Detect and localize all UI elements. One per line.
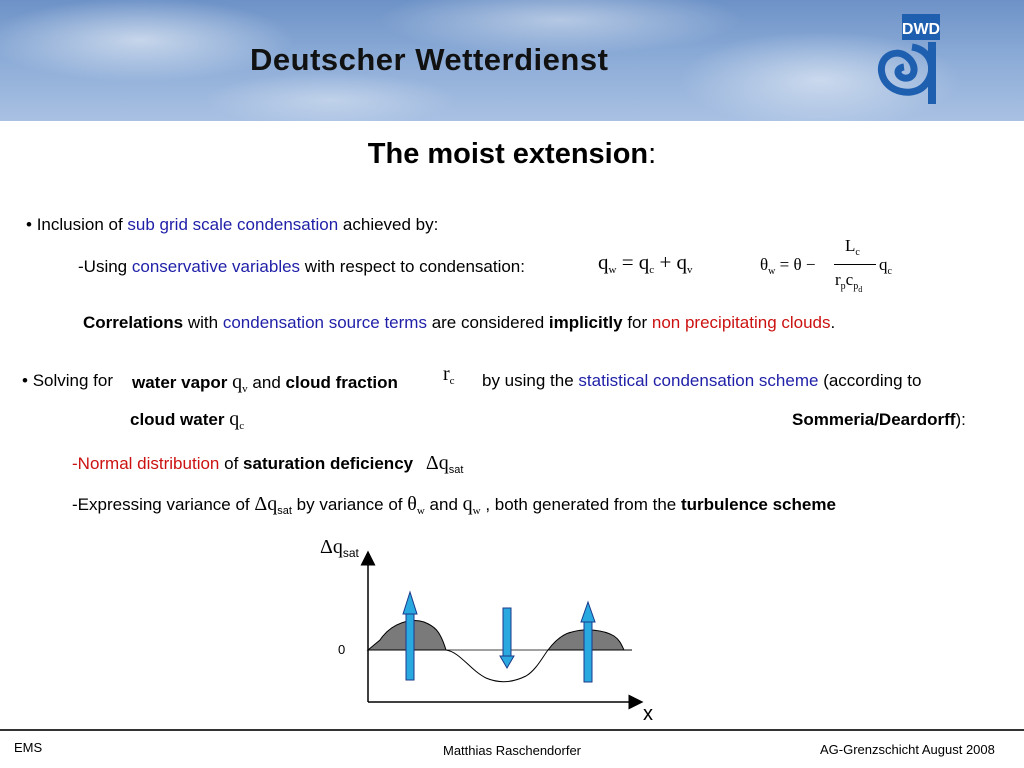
corr-w4: are considered (431, 313, 545, 332)
bullet2-and: and (252, 373, 281, 392)
using-prefix: -Using (78, 257, 128, 276)
eq1-qc: q (638, 250, 650, 274)
bullet-inclusion (26, 215, 438, 235)
normal-w2: of (224, 454, 239, 473)
bullet2-sommeria: Sommeria/Deardorff (792, 410, 956, 429)
dwd-logo (872, 12, 942, 107)
eq1-qc-sub: c (649, 264, 655, 276)
bullet-solving-d (130, 408, 244, 431)
bullet-dot: • (26, 215, 32, 234)
expr-theta-sub: w (416, 505, 425, 517)
eq2-numerator: L (845, 236, 856, 255)
expr-w2: by variance of (296, 495, 403, 514)
bullet2-w10: ): (955, 410, 966, 429)
eq1-lhs-sub: w (608, 264, 617, 276)
eq2-numerator-sub: c (855, 247, 860, 258)
corr-w7: non precipitating clouds (651, 313, 831, 332)
bullet-solving-b (132, 371, 398, 394)
bullet-solving-e (792, 410, 966, 430)
eq2-theta: θ (760, 255, 769, 274)
y-axis-label: $\Delta q_{sat}$ (320, 536, 359, 560)
expr-w1: -Expressing variance of (72, 495, 250, 514)
using-suffix: with respect to condensation: (304, 257, 525, 276)
bullet2-water-vapor: water vapor (132, 373, 228, 392)
x-axis-label: x (643, 703, 653, 725)
expr-w4: , both generated from the (485, 495, 677, 514)
arrow-down-center (500, 608, 514, 668)
footer-left: EMS (14, 740, 43, 755)
using-line (78, 257, 525, 277)
inclusion-suffix: achieved by: (342, 215, 439, 234)
bullet-solving-c (482, 371, 921, 391)
bullet2-qv: q (232, 371, 243, 393)
svg-text:DWD: DWD (901, 21, 941, 38)
normal-w1: -Normal distribution (72, 454, 220, 473)
eq2-equals: = θ − (779, 255, 816, 274)
expr-delta: Δq (254, 493, 278, 515)
expr-turbulence: turbulence scheme (680, 495, 836, 514)
using-highlight: conservative variables (131, 257, 301, 276)
corr-w5: implicitly (548, 313, 623, 332)
bullet2-dot: • (22, 371, 28, 390)
normal-w3: saturation deficiency (243, 454, 414, 473)
bullet-solving-a (22, 371, 113, 391)
expr-theta: θ (407, 493, 417, 515)
slide-title-text: The moist extension (367, 138, 649, 170)
expr-and: and (429, 495, 458, 514)
eq1-equals: = (621, 250, 634, 274)
expr-q: q (462, 493, 473, 515)
fraction-bar (834, 264, 876, 265)
corr-w6: for (627, 313, 648, 332)
footer-right: AG-Grenzschicht August 2008 (820, 742, 995, 757)
banner-title: Deutscher Wetterdienst (250, 42, 609, 77)
slide-title-colon: : (648, 138, 657, 170)
bullet2-rc: r (443, 363, 450, 385)
eq1-lhs: q (598, 250, 609, 274)
bullet2-rc-group (443, 363, 455, 386)
bullet2-w1: Solving for (32, 371, 114, 390)
correlations-line (83, 313, 835, 333)
inclusion-prefix: Inclusion of (36, 215, 123, 234)
eq2-den-d: d (858, 285, 863, 294)
eq2-den-r-sub: p (840, 281, 846, 292)
footer-divider (0, 729, 1024, 731)
bullet2-qc-sub: c (239, 420, 245, 432)
corr-w1: Correlations (83, 313, 184, 332)
bullet2-cloud-water: cloud water (130, 410, 225, 429)
bullet2-cloud-fraction: cloud fraction (285, 373, 398, 392)
bullet2-qc: q (229, 408, 240, 430)
normal-delta: Δq (425, 452, 449, 474)
bullet2-rc-sub: c (449, 375, 455, 387)
deficiency-diagram (300, 530, 680, 725)
bullet2-scheme: statistical condensation scheme (578, 371, 819, 390)
footer-author: Matthias Raschendorfer (443, 743, 582, 758)
bullet2-qv-sub: v (242, 383, 248, 395)
eq2-q-sub: c (887, 266, 892, 277)
expressing-line (72, 493, 836, 516)
eq1-plus: + (659, 250, 672, 274)
header-banner (0, 0, 1024, 121)
inclusion-highlight: sub grid scale condensation (127, 215, 339, 234)
eq2-q: q (879, 255, 888, 274)
eq1-qv: q (676, 250, 688, 274)
negative-dip-curve (446, 650, 548, 682)
corr-w8: . (830, 313, 836, 332)
eq2-den-c: c (845, 270, 854, 289)
equation-thetaw (760, 236, 910, 296)
bullet2-w5: by using the (482, 371, 574, 390)
expr-q-sub: w (472, 505, 481, 517)
normal-line (72, 452, 463, 475)
eq2-den-r: r (835, 270, 841, 289)
eq2-den-p: p (853, 281, 859, 292)
eq2-theta-sub: w (768, 266, 776, 277)
equation-qw (598, 250, 693, 275)
zero-label: 0 (338, 642, 346, 657)
eq1-qv-sub: v (687, 264, 693, 276)
corr-w3: condensation source terms (222, 313, 427, 332)
expr-delta-sub: sat (277, 505, 292, 517)
normal-delta-sub: sat (448, 464, 464, 476)
slide-title (0, 138, 1024, 171)
corr-w2: with (187, 313, 219, 332)
bullet2-w7: (according to (823, 371, 922, 390)
